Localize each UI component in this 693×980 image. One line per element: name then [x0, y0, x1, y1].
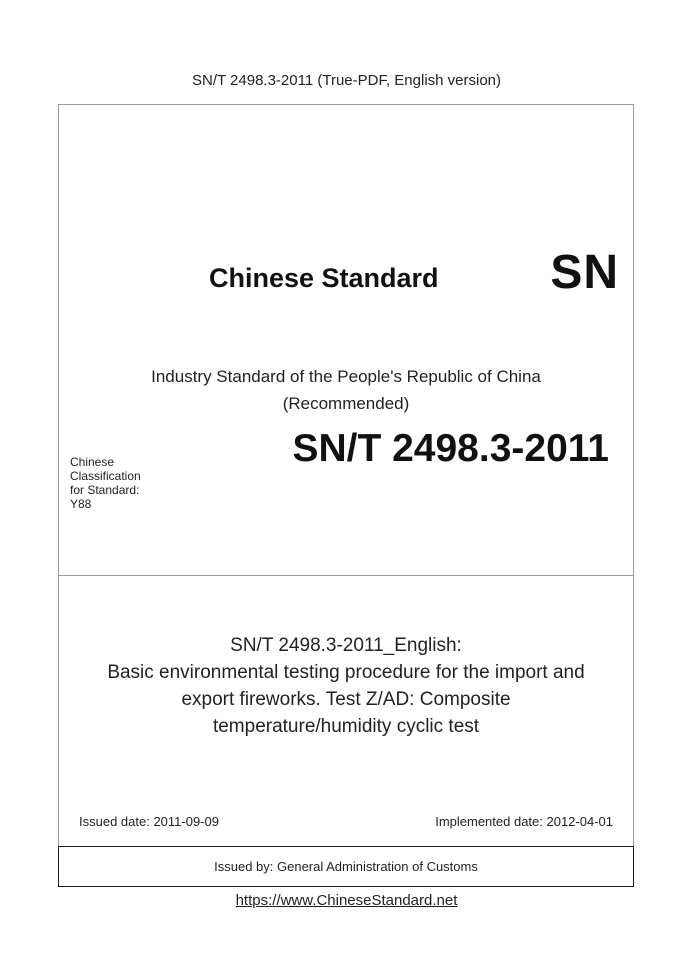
- cover-top-section: [58, 104, 634, 576]
- document-title-line-1: SN/T 2498.3-2011_English:: [230, 635, 462, 656]
- document-title-line-4: temperature/humidity cyclic test: [212, 716, 480, 737]
- website-footer: [0, 892, 693, 909]
- issued-date: Issued date: 2011-09-09: [79, 814, 219, 829]
- issued-by-text: Issued by: General Administration of Customs: [214, 859, 478, 874]
- standard-code: SN/T 2498.3-2011: [292, 427, 609, 470]
- classification-text: Chinese Classification for Standard: Y88: [70, 455, 141, 511]
- industry-line-2: (Recommended): [282, 394, 410, 413]
- document-title-line-3: export fireworks. Test Z/AD: Composite: [181, 689, 511, 710]
- website-link[interactable]: https://www.ChineseStandard.net: [235, 892, 458, 909]
- industry-line-1: Industry Standard of the People's Republic of China: [151, 367, 541, 386]
- document-title: [59, 632, 633, 740]
- sn-mark: SN: [550, 246, 619, 299]
- issuer-box: [58, 846, 634, 887]
- industry-standard-text: [59, 363, 633, 417]
- standard-type-title: Chinese Standard: [209, 263, 439, 293]
- implemented-date: Implemented date: 2012-04-01: [435, 814, 613, 829]
- document-title-line-2: Basic environmental testing procedure for the import and: [107, 662, 585, 683]
- cover-document-section: [58, 575, 634, 847]
- page-header: SN/T 2498.3-2011 (True-PDF, English version): [191, 72, 502, 89]
